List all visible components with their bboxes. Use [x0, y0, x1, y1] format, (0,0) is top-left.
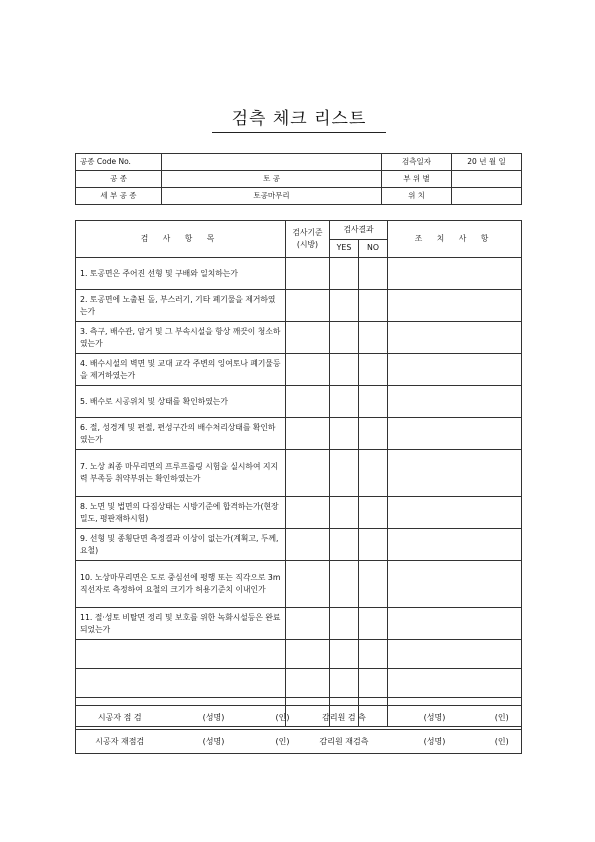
checklist-action-cell[interactable]	[388, 322, 522, 354]
contractor-recheck-seal[interactable]: (인)	[264, 730, 302, 754]
supervisor-check-label: 감리원 검 측	[302, 706, 387, 730]
part-label: 부 위 별	[382, 171, 452, 188]
code-value[interactable]	[162, 154, 382, 171]
loc-value[interactable]	[452, 188, 522, 205]
col-std-label: 검사기준	[292, 228, 323, 237]
checklist-yes-cell[interactable]	[330, 529, 359, 561]
checklist-item: 3. 측구, 배수관, 암거 및 그 부속시설을 항상 깨끗이 청소하였는가	[76, 322, 286, 354]
checklist-row	[76, 258, 522, 290]
checklist-no-cell[interactable]	[359, 608, 388, 640]
contractor-recheck-label: 시공자 재점검	[76, 730, 164, 754]
checklist-std-cell[interactable]	[286, 450, 330, 497]
checklist-yes-cell[interactable]	[330, 354, 359, 386]
checklist-no-cell[interactable]	[359, 290, 388, 322]
checklist-row	[76, 386, 522, 418]
checklist-row	[76, 418, 522, 450]
checklist-table	[75, 220, 522, 727]
supervisor-check-seal[interactable]: (인)	[483, 706, 522, 730]
supervisor-check-sign[interactable]: (성명)	[387, 706, 483, 730]
checklist-no-cell[interactable]	[359, 418, 388, 450]
checklist-yes-cell[interactable]	[330, 497, 359, 529]
checklist-std-cell[interactable]	[286, 608, 330, 640]
checklist-item: 7. 노상 최종 마무리면의 프루프롤링 시험을 실시하여 지지력 부족등 취약부위는 확인하였는가	[76, 450, 286, 497]
contractor-check-sign[interactable]: (성명)	[164, 706, 264, 730]
checklist-action-cell[interactable]	[388, 561, 522, 608]
checklist-action-cell[interactable]	[388, 640, 522, 669]
col-item-header: 검 사 항 목	[76, 221, 286, 258]
checklist-no-cell[interactable]	[359, 497, 388, 529]
checklist-row	[76, 450, 522, 497]
checklist-no-cell[interactable]	[359, 354, 388, 386]
checklist-item: 6. 절, 성경계 및 편절, 편성구간의 배수처리상태를 확인하였는가	[76, 418, 286, 450]
checklist-yes-cell[interactable]	[330, 418, 359, 450]
checklist-std-cell[interactable]	[286, 322, 330, 354]
col-std-sub: (시방)	[296, 240, 319, 249]
checklist-yes-cell[interactable]	[330, 669, 359, 698]
header-table	[75, 153, 522, 205]
loc-label: 위 치	[382, 188, 452, 205]
col-std-header	[286, 221, 330, 258]
checklist-action-cell[interactable]	[388, 450, 522, 497]
checklist-no-cell[interactable]	[359, 322, 388, 354]
checklist-action-cell[interactable]	[388, 386, 522, 418]
checklist-item	[76, 640, 286, 669]
checklist-item: 2. 토공면에 노출된 돌, 부스러기, 기타 폐기물을 제거하였는가	[76, 290, 286, 322]
checklist-std-cell[interactable]	[286, 290, 330, 322]
checklist-item: 8. 노면 및 법면의 다짐상태는 시방기준에 합격하는가(현장밀도, 평판재하시험)	[76, 497, 286, 529]
checklist-std-cell[interactable]	[286, 497, 330, 529]
checklist-yes-cell[interactable]	[330, 450, 359, 497]
date-value[interactable]: 20 년 월 일	[452, 154, 522, 171]
supervisor-recheck-label: 감리원 재검측	[302, 730, 387, 754]
checklist-action-cell[interactable]	[388, 258, 522, 290]
checklist-row	[76, 529, 522, 561]
signature-table	[75, 705, 522, 754]
checklist-yes-cell[interactable]	[330, 322, 359, 354]
checklist-item: 1. 토공면은 주어진 선형 및 구배와 일치하는가	[76, 258, 286, 290]
checklist-std-cell[interactable]	[286, 258, 330, 290]
checklist-yes-cell[interactable]	[330, 290, 359, 322]
checklist-action-cell[interactable]	[388, 354, 522, 386]
supervisor-recheck-seal[interactable]: (인)	[483, 730, 522, 754]
checklist-no-cell[interactable]	[359, 669, 388, 698]
checklist-item: 4. 배수시설의 벽면 및 교대 교각 주변의 잉여토나 폐기물등을 제거하였는가	[76, 354, 286, 386]
checklist-action-cell[interactable]	[388, 497, 522, 529]
checklist-std-cell[interactable]	[286, 418, 330, 450]
contractor-recheck-sign[interactable]: (성명)	[164, 730, 264, 754]
checklist-item	[76, 669, 286, 698]
checklist-row	[76, 497, 522, 529]
sub-label: 세 부 공 종	[76, 188, 162, 205]
checklist-no-cell[interactable]	[359, 258, 388, 290]
checklist-item: 5. 배수로 시공위치 및 상태를 확인하였는가	[76, 386, 286, 418]
checklist-row	[76, 354, 522, 386]
part-value[interactable]	[452, 171, 522, 188]
page-title: 검측 체크 리스트	[212, 104, 386, 133]
checklist-action-cell[interactable]	[388, 669, 522, 698]
checklist-std-cell[interactable]	[286, 640, 330, 669]
checklist-no-cell[interactable]	[359, 640, 388, 669]
checklist-item: 10. 노상마무리면은 도로 중심선에 평행 또는 직각으로 3m 직선자로 측정하여 요철의 크기가 허용기준치 이내인가	[76, 561, 286, 608]
checklist-std-cell[interactable]	[286, 529, 330, 561]
checklist-std-cell[interactable]	[286, 669, 330, 698]
contractor-check-seal[interactable]: (인)	[264, 706, 302, 730]
checklist-row	[76, 640, 522, 669]
checklist-item: 11. 절·성토 비탈면 정리 및 보호를 위한 녹화시설등은 완료되었는가	[76, 608, 286, 640]
checklist-yes-cell[interactable]	[330, 258, 359, 290]
work-value[interactable]: 토 공	[162, 171, 382, 188]
col-no-header: NO	[359, 239, 388, 258]
checklist-row	[76, 322, 522, 354]
checklist-no-cell[interactable]	[359, 529, 388, 561]
checklist-yes-cell[interactable]	[330, 386, 359, 418]
work-label: 공 종	[76, 171, 162, 188]
checklist-row	[76, 561, 522, 608]
checklist-std-cell[interactable]	[286, 561, 330, 608]
checklist-std-cell[interactable]	[286, 386, 330, 418]
checklist-item: 9. 선형 및 종횡단면 측정결과 이상이 없는가(계획고, 두께, 요철)	[76, 529, 286, 561]
checklist-std-cell[interactable]	[286, 354, 330, 386]
contractor-check-label: 시공자 점 검	[76, 706, 164, 730]
col-yes-header: YES	[330, 239, 359, 258]
checklist-yes-cell[interactable]	[330, 640, 359, 669]
checklist-action-cell[interactable]	[388, 608, 522, 640]
checklist-no-cell[interactable]	[359, 386, 388, 418]
checklist-yes-cell[interactable]	[330, 561, 359, 608]
checklist-action-cell[interactable]	[388, 529, 522, 561]
checklist-row	[76, 608, 522, 640]
checklist-no-cell[interactable]	[359, 450, 388, 497]
col-action-header: 조 치 사 항	[388, 221, 522, 258]
supervisor-recheck-sign[interactable]: (성명)	[387, 730, 483, 754]
sub-value[interactable]: 토공마무리	[162, 188, 382, 205]
checklist-no-cell[interactable]	[359, 561, 388, 608]
checklist-row	[76, 290, 522, 322]
checklist-action-cell[interactable]	[388, 290, 522, 322]
checklist-action-cell[interactable]	[388, 418, 522, 450]
col-result-header: 검사결과	[330, 221, 388, 240]
checklist-row	[76, 669, 522, 698]
date-label: 검측일자	[382, 154, 452, 171]
code-label: 공종 Code No.	[76, 154, 162, 171]
checklist-yes-cell[interactable]	[330, 608, 359, 640]
